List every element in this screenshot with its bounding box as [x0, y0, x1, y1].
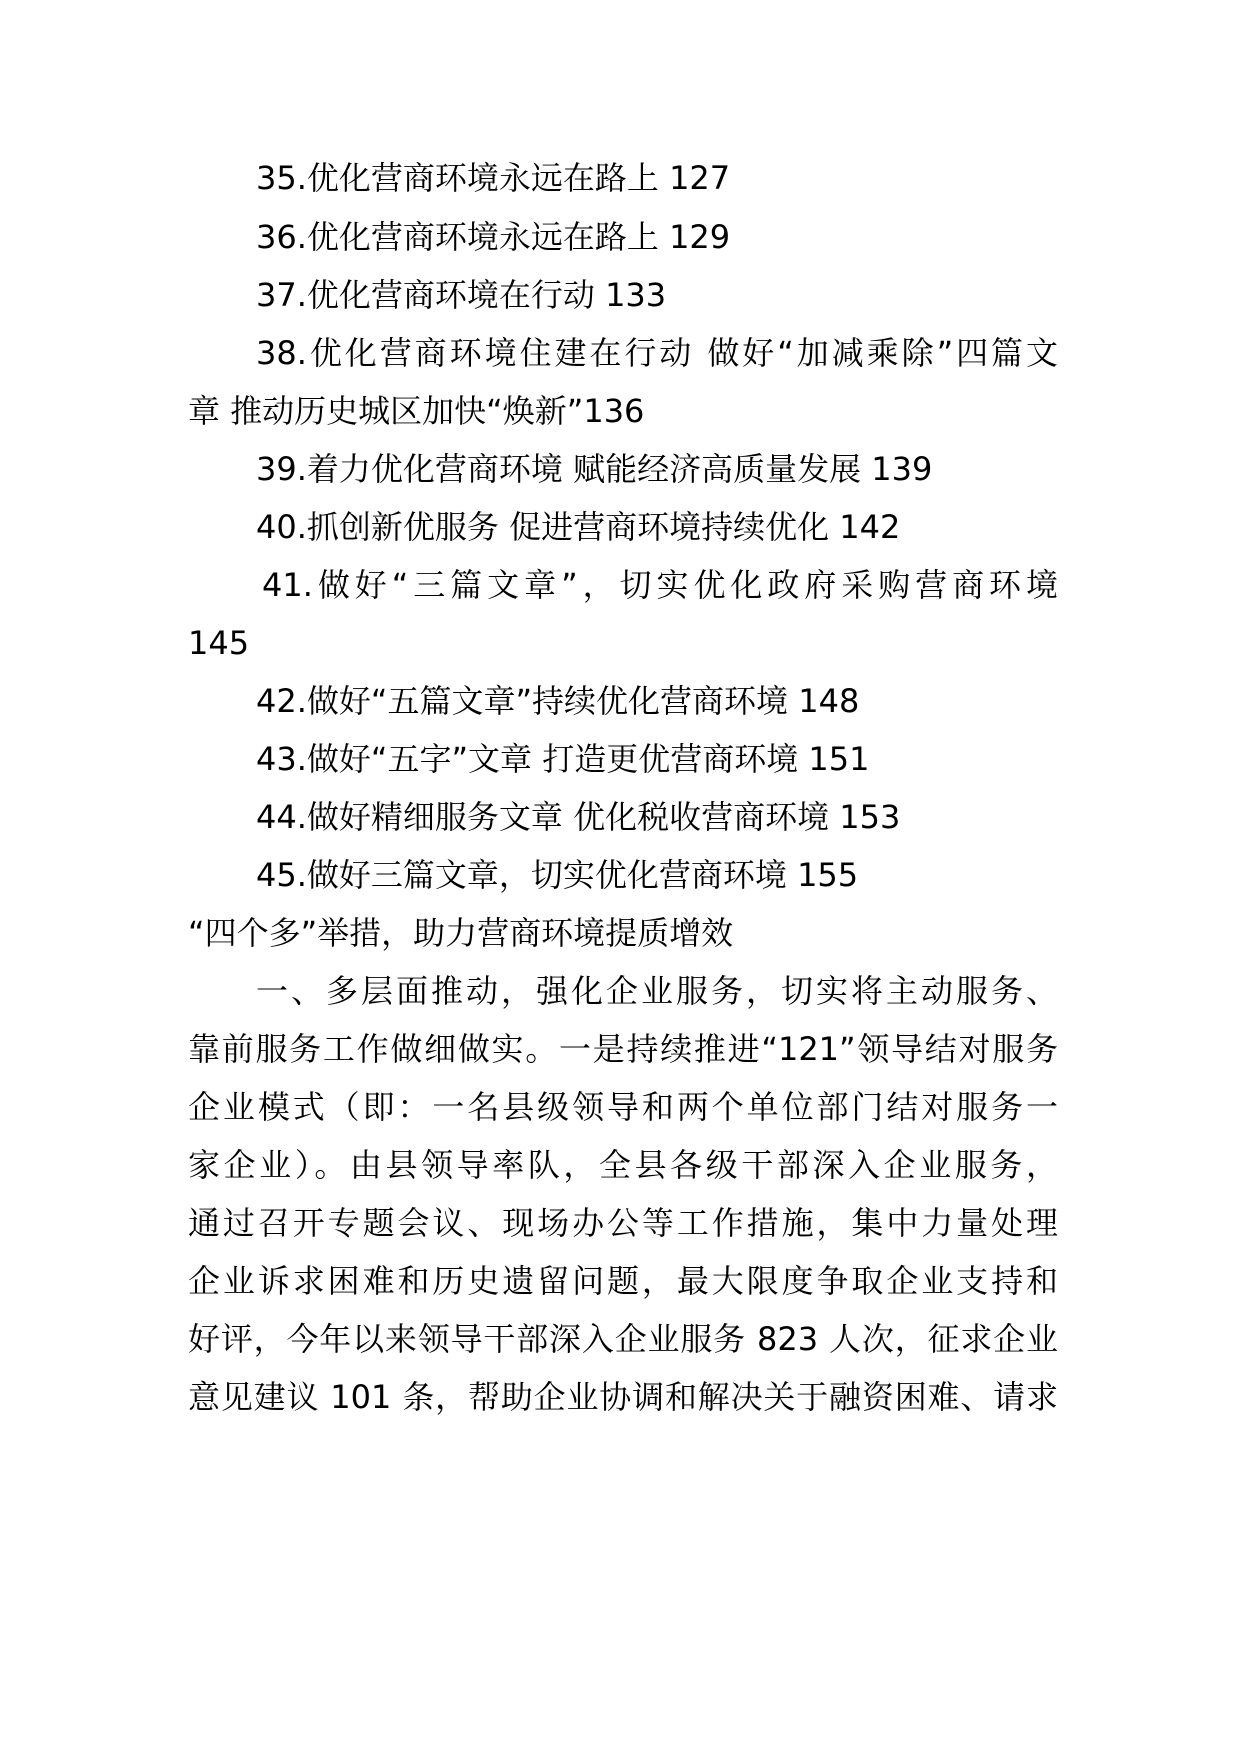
toc-entry-35: 35.优化营商环境永远在路上 127	[256, 159, 731, 197]
toc-entry-41-line-1: 41.做好“三篇文章”，切实优化政府采购营商环境	[262, 566, 1058, 604]
toc-entry-39: 39.着力优化营商环境 赋能经济高质量发展 139	[256, 450, 933, 488]
toc-entry-36: 36.优化营商环境永远在路上 129	[256, 218, 731, 256]
toc-entry-38-line-1: 38.优化营商环境住建在行动 做好“加减乘除”四篇文	[256, 334, 1058, 372]
toc-entry-38-line-2: 章 推动历史城区加快“焕新”136	[188, 392, 645, 430]
toc-entry-42: 42.做好“五篇文章”持续优化营商环境 148	[256, 682, 860, 720]
article-body-line: 意见建议 101 条，帮助企业协调和解决关于融资困难、请求	[188, 1378, 1058, 1416]
toc-entry-37: 37.优化营商环境在行动 133	[256, 276, 667, 314]
article-body-line: 一、多层面推动，强化企业服务，切实将主动服务、	[256, 972, 1058, 1010]
toc-entry-45: 45.做好三篇文章，切实优化营商环境 155	[256, 856, 859, 894]
article-body-line: 靠前服务工作做细做实。一是持续推进“121”领导结对服务	[188, 1030, 1058, 1068]
article-body-line: 企业诉求困难和历史遗留问题，最大限度争取企业支持和	[188, 1262, 1058, 1300]
article-body-line: 企业模式（即：一名县级领导和两个单位部门结对服务一	[188, 1088, 1058, 1126]
toc-entry-44: 44.做好精细服务文章 优化税收营商环境 153	[256, 798, 901, 836]
article-body-line: 家企业）。由县领导率队，全县各级干部深入企业服务，	[188, 1146, 1058, 1184]
article-body-line: 通过召开专题会议、现场办公等工作措施，集中力量处理	[188, 1204, 1058, 1242]
toc-entry-43: 43.做好“五字”文章 打造更优营商环境 151	[256, 740, 870, 778]
article-body-line: 好评，今年以来领导干部深入企业服务 823 人次，征求企业	[188, 1320, 1058, 1358]
toc-entry-40: 40.抓创新优服务 促进营商环境持续优化 142	[256, 508, 901, 546]
article-title: “四个多”举措，助力营商环境提质增效	[188, 914, 734, 952]
toc-entry-41-line-2: 145	[188, 624, 250, 662]
